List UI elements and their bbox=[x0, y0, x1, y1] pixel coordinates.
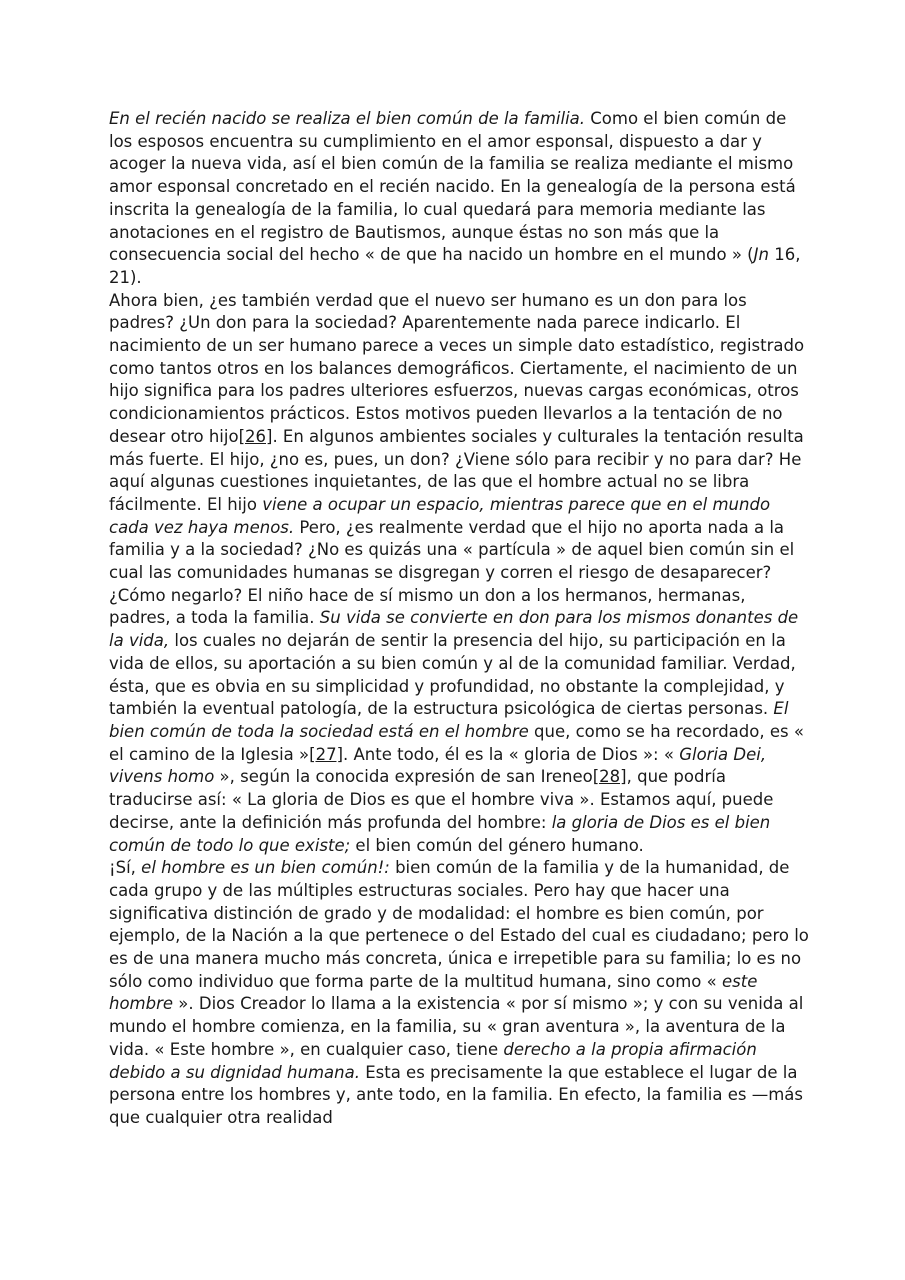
italic-text: viene a ocupar un espacio, mientras parece que en el mundo cada vez haya menos. bbox=[109, 494, 771, 537]
text-run: Pero, ¿es realmente verdad que el hijo no aporta nada a la familia y a la sociedad? ¿No es quizás una « partícula » de aquel bien común sin el cual las comunidades humanas se disgregan y corren el riesgo de desaparecer? ¿Cómo negarlo? El niño hace de sí mismo un don a los hermanos, hermanas, padres, a toda la familia. bbox=[109, 517, 795, 628]
text-run: los cuales no dejarán de sentir la presencia del hijo, su participación en la vida de ellos, su aportación a su bien común y al de la comunidad familiar. Verdad, ésta, que es obvia en su simplicidad y profundidad, no obstante la complejidad, y también la eventual patología, de la estructura psicológica de ciertas personas. bbox=[109, 631, 796, 719]
text-run: ». Dios Creador lo llama a la existencia « por sí mismo »; y con su venida al mundo el hombre comienza, en la familia, su « gran aventura », la aventura de la vida. « Este hombre », en cualquier caso, tiene bbox=[109, 994, 804, 1059]
italic-text: Jn bbox=[753, 245, 769, 265]
text-run: Esta es precisamente la que establece el lugar de la persona entre los hombres y, ante todo, en la familia. En efecto, la familia es —más que cualquier otra realidad bbox=[109, 1062, 803, 1127]
text-run: 16, 21). bbox=[109, 245, 801, 287]
text-run: que, como se ha recordado, es « el camino de la Iglesia » bbox=[109, 721, 804, 764]
italic-text: Gloria Dei, vivens homo bbox=[109, 744, 767, 787]
italic-text: Su vida se convierte en don para los mismos donantes de la vida, bbox=[109, 608, 799, 651]
paragraph-child-as-gift bbox=[109, 290, 809, 858]
text-run: . En algunos ambientes sociales y culturales la tentación resulta más fuerte. El hijo, ¿no es, pues, un don? ¿Viene sólo para recibir y no para dar? He aquí algunas cuestiones inquietantes, de las que el hombre actual no se libra fácilmente. El hijo bbox=[109, 426, 804, 514]
paragraph-man-common-good bbox=[109, 857, 809, 1129]
footnote-27-link[interactable]: [27] bbox=[309, 744, 344, 764]
paragraph-newborn-common-good bbox=[109, 108, 809, 290]
text-run: Ahora bien, ¿es también verdad que el nuevo ser humano es un don para los padres? ¿Un don para la sociedad? Aparentemente nada parece indicarlo. El nacimiento de un ser humano parece a veces un simple dato estadístico, registrado como tantos otros en los balances demográficos. Ciertamente, el nacimiento de un hijo significa para los padres ulteriores esfuerzos, nuevas cargas económicas, otros condicionamientos prácticos. Estos motivos pueden llevarlos a la tentación de no desear otro hijo bbox=[109, 290, 805, 446]
footnote-28-link[interactable]: [28] bbox=[592, 767, 627, 787]
italic-text: la gloria de Dios es el bien común de todo lo que existe; bbox=[109, 812, 771, 855]
italic-text: este hombre bbox=[109, 971, 758, 1014]
text-run: , que podría traducirse así: « La gloria de Dios es que el hombre viva ». Estamos aquí, puede decirse, ante la definición más profunda del hombre: bbox=[109, 767, 774, 832]
text-run: ¡Sí, bbox=[109, 858, 142, 878]
italic-text: El bien común de toda la sociedad está en el hombre bbox=[109, 699, 789, 741]
text-run: . Ante todo, él es la « gloria de Dios »: « bbox=[343, 744, 680, 764]
italic-text: el hombre es un bien común!: bbox=[141, 858, 390, 878]
text-run: », según la conocida expresión de san Ireneo bbox=[214, 767, 593, 787]
document-body bbox=[109, 108, 809, 1130]
text-run: el bien común del género humano. bbox=[350, 835, 644, 855]
text-run: bien común de la familia y de la humanidad, de cada grupo y de las múltiples estructuras sociales. Pero hay que hacer una significativa distinción de grado y de modalidad: el hombre es bien común, por ejemplo, de la Nación a la que pertenece o del Estado del cual es ciudadano; pero lo es de una manera mucho más concreta, única e irrepetible para su familia; lo es no sólo como individuo que forma parte de la multitud humana, sino como « bbox=[109, 858, 809, 991]
italic-text: En el recién nacido se realiza el bien común de la familia. bbox=[109, 109, 586, 128]
italic-text: derecho a la propia afirmación debido a su dignidad humana. bbox=[109, 1039, 757, 1082]
text-run: Como el bien común de los esposos encuentra su cumplimiento en el amor esponsal, dispuesto a dar y acoger la nueva vida, así el bien común de la familia se realiza mediante el mismo amor esponsal concretado en el recién nacido. En la genealogía de la persona está inscrita la genealogía de la familia, lo cual quedará para memoria mediante las anotaciones en el registro de Bautismos, aunque éstas no son más que la consecuencia social del hecho « de que ha nacido un hombre en el mundo » ( bbox=[109, 109, 796, 265]
footnote-26-link[interactable]: [26] bbox=[238, 426, 273, 446]
